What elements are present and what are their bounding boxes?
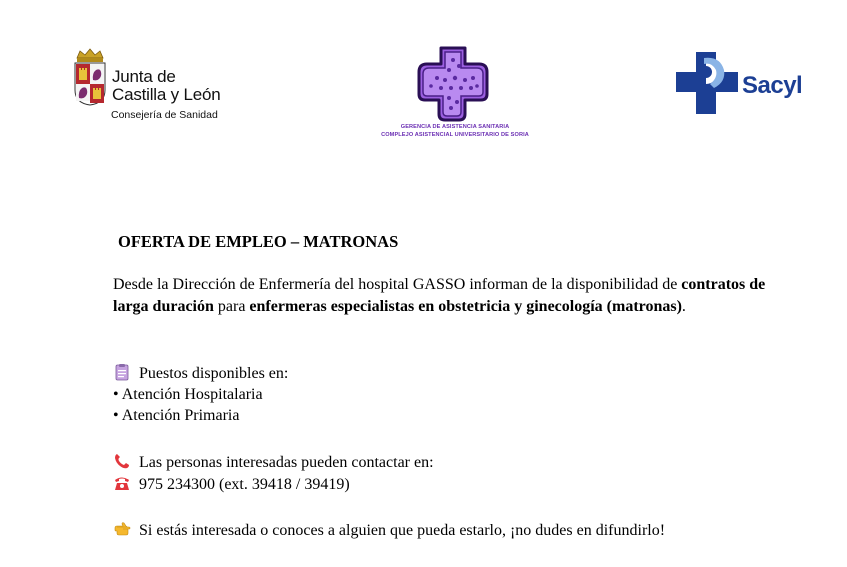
telephone-icon bbox=[113, 474, 131, 492]
gasso-line2: COMPLEJO ASISTENCIAL UNIVERSITARIO DE SORIA bbox=[381, 132, 529, 138]
closing-line bbox=[113, 520, 665, 541]
position-item-primary: • Atención Primaria bbox=[113, 407, 240, 424]
positions-heading bbox=[113, 363, 288, 384]
sacyl-wordmark: Sacyl bbox=[742, 72, 803, 99]
intro-paragraph bbox=[113, 274, 793, 317]
document-title: OFERTA DE EMPLEO – MATRONAS bbox=[118, 232, 399, 251]
intro-bold-contracts: contratos de larga duración bbox=[113, 276, 766, 315]
pointing-hand-icon bbox=[113, 520, 131, 538]
phone-receiver-icon bbox=[113, 452, 131, 470]
positions-heading-text: Puestos disponibles en: bbox=[139, 365, 289, 382]
jcyl-coat-of-arms-icon bbox=[72, 48, 108, 106]
contact-heading bbox=[113, 452, 434, 473]
contact-phone-number: 975 234300 (ext. 39418 / 39419) bbox=[139, 476, 350, 493]
intro-text-3: . bbox=[681, 297, 686, 315]
clipboard-icon bbox=[113, 363, 131, 381]
sacyl-cross-icon bbox=[676, 50, 740, 116]
closing-text: Si estás interesada o conoces a alguien que pueda estarlo, ¡no dudes en difundirlo! bbox=[139, 522, 666, 539]
jcyl-name bbox=[112, 68, 221, 104]
intro-text-1: Desde la Dirección de Enfermería del hospital GASSO informan de la disponibilidad de bbox=[113, 276, 682, 293]
jcyl-department: Consejería de Sanidad bbox=[111, 109, 218, 121]
intro-bold-specialists: enfermeras especialistas en obstetricia y ginecología (matronas) bbox=[249, 297, 682, 315]
jcyl-logo bbox=[72, 48, 242, 123]
jcyl-name-line1: Junta de bbox=[112, 67, 176, 86]
position-item-hospital: • Atención Hospitalaria bbox=[113, 386, 263, 403]
gasso-cross-icon bbox=[415, 44, 495, 122]
gasso-logo bbox=[365, 44, 545, 144]
jcyl-name-line2: Castilla y León bbox=[112, 85, 221, 104]
contact-phone bbox=[113, 474, 350, 495]
sacyl-logo bbox=[676, 50, 816, 116]
contact-heading-text: Las personas interesadas pueden contactar en: bbox=[139, 454, 434, 471]
intro-text-2: para bbox=[213, 297, 250, 315]
gasso-line1: GERENCIA DE ASISTENCIA SANITARIA bbox=[400, 124, 510, 130]
